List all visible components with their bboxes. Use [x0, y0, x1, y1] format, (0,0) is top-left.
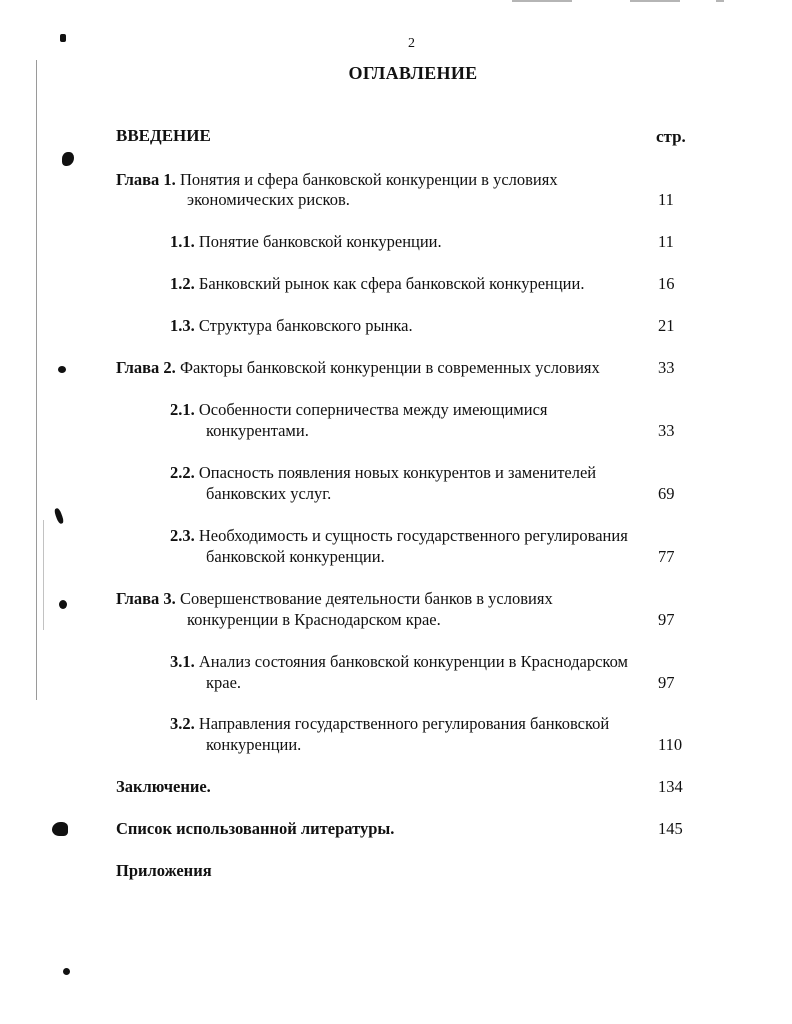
page-ref: 11	[658, 190, 674, 209]
chapter-title-line-1: Факторы банковской конкуренции в современных условиях	[179, 358, 600, 377]
section-title-line-1: Опасность появления новых конкурентов и заменителей	[198, 463, 597, 482]
toc-section-3-1	[170, 652, 628, 672]
page-ref: 134	[658, 777, 683, 796]
section-title: Банковский рынок как сфера банковской конкуренции.	[198, 274, 585, 293]
section-label: 1.1.	[170, 232, 195, 251]
toc-chapter-2	[116, 358, 600, 378]
page-ref: 11	[658, 232, 674, 251]
page-ref: 33	[658, 421, 675, 440]
section-title-line-1: Анализ состояния банковской конкуренции в Краснодарском	[198, 652, 628, 671]
chapter-label: Глава 2.	[116, 358, 176, 377]
section-label: 1.3.	[170, 316, 195, 335]
toc-references: Список использованной литературы.	[116, 819, 395, 838]
scan-margin-line-2	[43, 520, 44, 630]
scan-blot	[60, 34, 66, 42]
chapter-title-line-1: Понятия и сфера банковской конкуренции в условиях	[179, 170, 558, 189]
toc-section-1-3	[170, 316, 413, 336]
section-label: 3.2.	[170, 714, 195, 733]
section-title-line-1: Особенности соперничества между имеющимися	[198, 400, 548, 419]
section-title-line-2: банковских услуг.	[206, 484, 332, 503]
chapter-title-line-1: Совершенствование деятельности банков в условиях	[179, 589, 553, 608]
scan-blot	[62, 152, 74, 166]
section-title-line-1: Направления государственного регулирования банковской	[198, 714, 610, 733]
scan-edge-top-right	[716, 0, 724, 2]
toc-conclusion: Заключение.	[116, 777, 211, 796]
section-title-line-2: банковской конкуренции.	[206, 547, 385, 566]
scan-blot	[52, 822, 68, 836]
chapter-title-line-2: экономических рисков.	[187, 190, 350, 209]
toc-section-1-1	[170, 232, 442, 252]
page-ref: 33	[658, 358, 675, 377]
toc-appendix: Приложения	[116, 861, 212, 880]
page-ref: 77	[658, 547, 675, 566]
scan-blot	[63, 968, 70, 975]
toc-section-2-3	[170, 526, 628, 546]
section-label: 3.1.	[170, 652, 195, 671]
toc-section-2-1	[170, 400, 547, 420]
toc-section-3-2	[170, 714, 609, 734]
section-title-line-2: конкуренции.	[206, 735, 302, 754]
page-ref: 97	[658, 610, 675, 629]
section-label: 2.2.	[170, 463, 195, 482]
page-ref: 16	[658, 274, 675, 293]
section-title: Понятие банковской конкуренции.	[198, 232, 442, 251]
page-column-header: стр.	[656, 127, 686, 146]
section-label: 2.1.	[170, 400, 195, 419]
scan-margin-line	[36, 60, 37, 700]
section-title-line-2: конкурентами.	[206, 421, 309, 440]
chapter-label: Глава 1.	[116, 170, 176, 189]
scan-edge-top-mid	[630, 0, 680, 2]
section-title-line-2: крае.	[206, 673, 242, 692]
page-ref: 110	[658, 735, 683, 754]
page-ref: 97	[658, 673, 675, 692]
chapter-title-line-2: конкуренции в Краснодарском крае.	[187, 610, 441, 629]
chapter-label: Глава 3.	[116, 589, 176, 608]
section-label: 1.2.	[170, 274, 195, 293]
scan-blot	[59, 600, 67, 609]
page-title: ОГЛАВЛЕНИЕ	[348, 63, 478, 83]
section-label: 2.3.	[170, 526, 195, 545]
scan-edge-top-left	[512, 0, 572, 2]
page-number: 2	[408, 36, 415, 51]
toc-chapter-1	[116, 170, 558, 190]
page-ref: 145	[658, 819, 683, 838]
toc-section-1-2	[170, 274, 584, 294]
scan-blot	[53, 507, 64, 524]
section-title: Структура банковского рынка.	[198, 316, 413, 335]
page-ref: 21	[658, 316, 675, 335]
toc-intro: ВВЕДЕНИЕ	[116, 126, 211, 145]
scan-blot	[58, 366, 66, 373]
page-ref: 69	[658, 484, 675, 503]
toc-chapter-3	[116, 589, 553, 609]
toc-section-2-2	[170, 463, 596, 483]
section-title-line-1: Необходимость и сущность государственного регулирования	[198, 526, 628, 545]
